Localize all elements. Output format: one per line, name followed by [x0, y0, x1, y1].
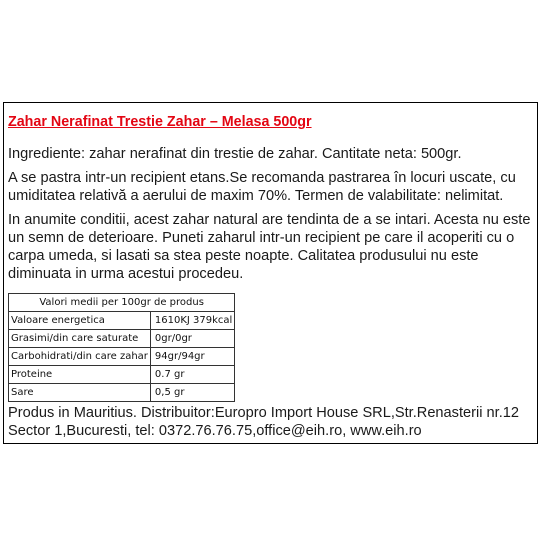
nutrition-value: 0gr/0gr — [150, 330, 234, 348]
product-label-card — [3, 102, 538, 444]
nutrition-header-row — [9, 294, 235, 312]
ingredients-text: Ingrediente: zahar nerafinat din trestie de zahar. Cantitate neta: 500gr. — [8, 146, 462, 162]
product-title: Zahar Nerafinat Trestie Zahar – Melasa 500gr — [8, 114, 312, 130]
nutrition-label: Proteine — [9, 366, 151, 384]
nutrition-label: Sare — [9, 384, 151, 402]
nutrition-value: 0,5 gr — [150, 384, 234, 402]
nutrition-row-salt — [9, 384, 235, 402]
nutrition-row-carbs — [9, 348, 235, 366]
nutrition-value: 94gr/94gr — [150, 348, 234, 366]
nutrition-table — [8, 293, 235, 402]
nutrition-label: Grasimi/din care saturate — [9, 330, 151, 348]
nutrition-value: 1610KJ 379kcal — [150, 312, 234, 330]
nutrition-row-fat — [9, 330, 235, 348]
hardening-note: In anumite conditii, acest zahar natural are tendinta de a se intari. Acesta nu este un semn de deterioare. Puneti zaharul intr-un recipient pe care il acoperiti cu o carpa umeda, si lasati sa stea peste noapte. Calitatea produsului nu este diminuata in urma acestui procedeu. — [8, 212, 531, 282]
nutrition-header: Valori medii per 100gr de produs — [9, 294, 235, 312]
nutrition-label: Valoare energetica — [9, 312, 151, 330]
nutrition-label: Carbohidrati/din care zahar — [9, 348, 151, 366]
nutrition-value: 0.7 gr — [150, 366, 234, 384]
producer-info: Produs in Mauritius. Distribuitor:Europro Import House SRL,Str.Renasterii nr.12 Sector 1,Bucuresti, tel: 0372.76.76.75,office@eih.ro, www.eih.ro — [8, 405, 519, 439]
nutrition-row-protein — [9, 366, 235, 384]
storage-instructions: A se pastra intr-un recipient etans.Se recomanda pastrarea în locuri uscate, cu umiditatea relativă a aerului de maxim 70%. Termen de valabilitate: nelimitat. — [8, 170, 516, 204]
nutrition-row-energy — [9, 312, 235, 330]
